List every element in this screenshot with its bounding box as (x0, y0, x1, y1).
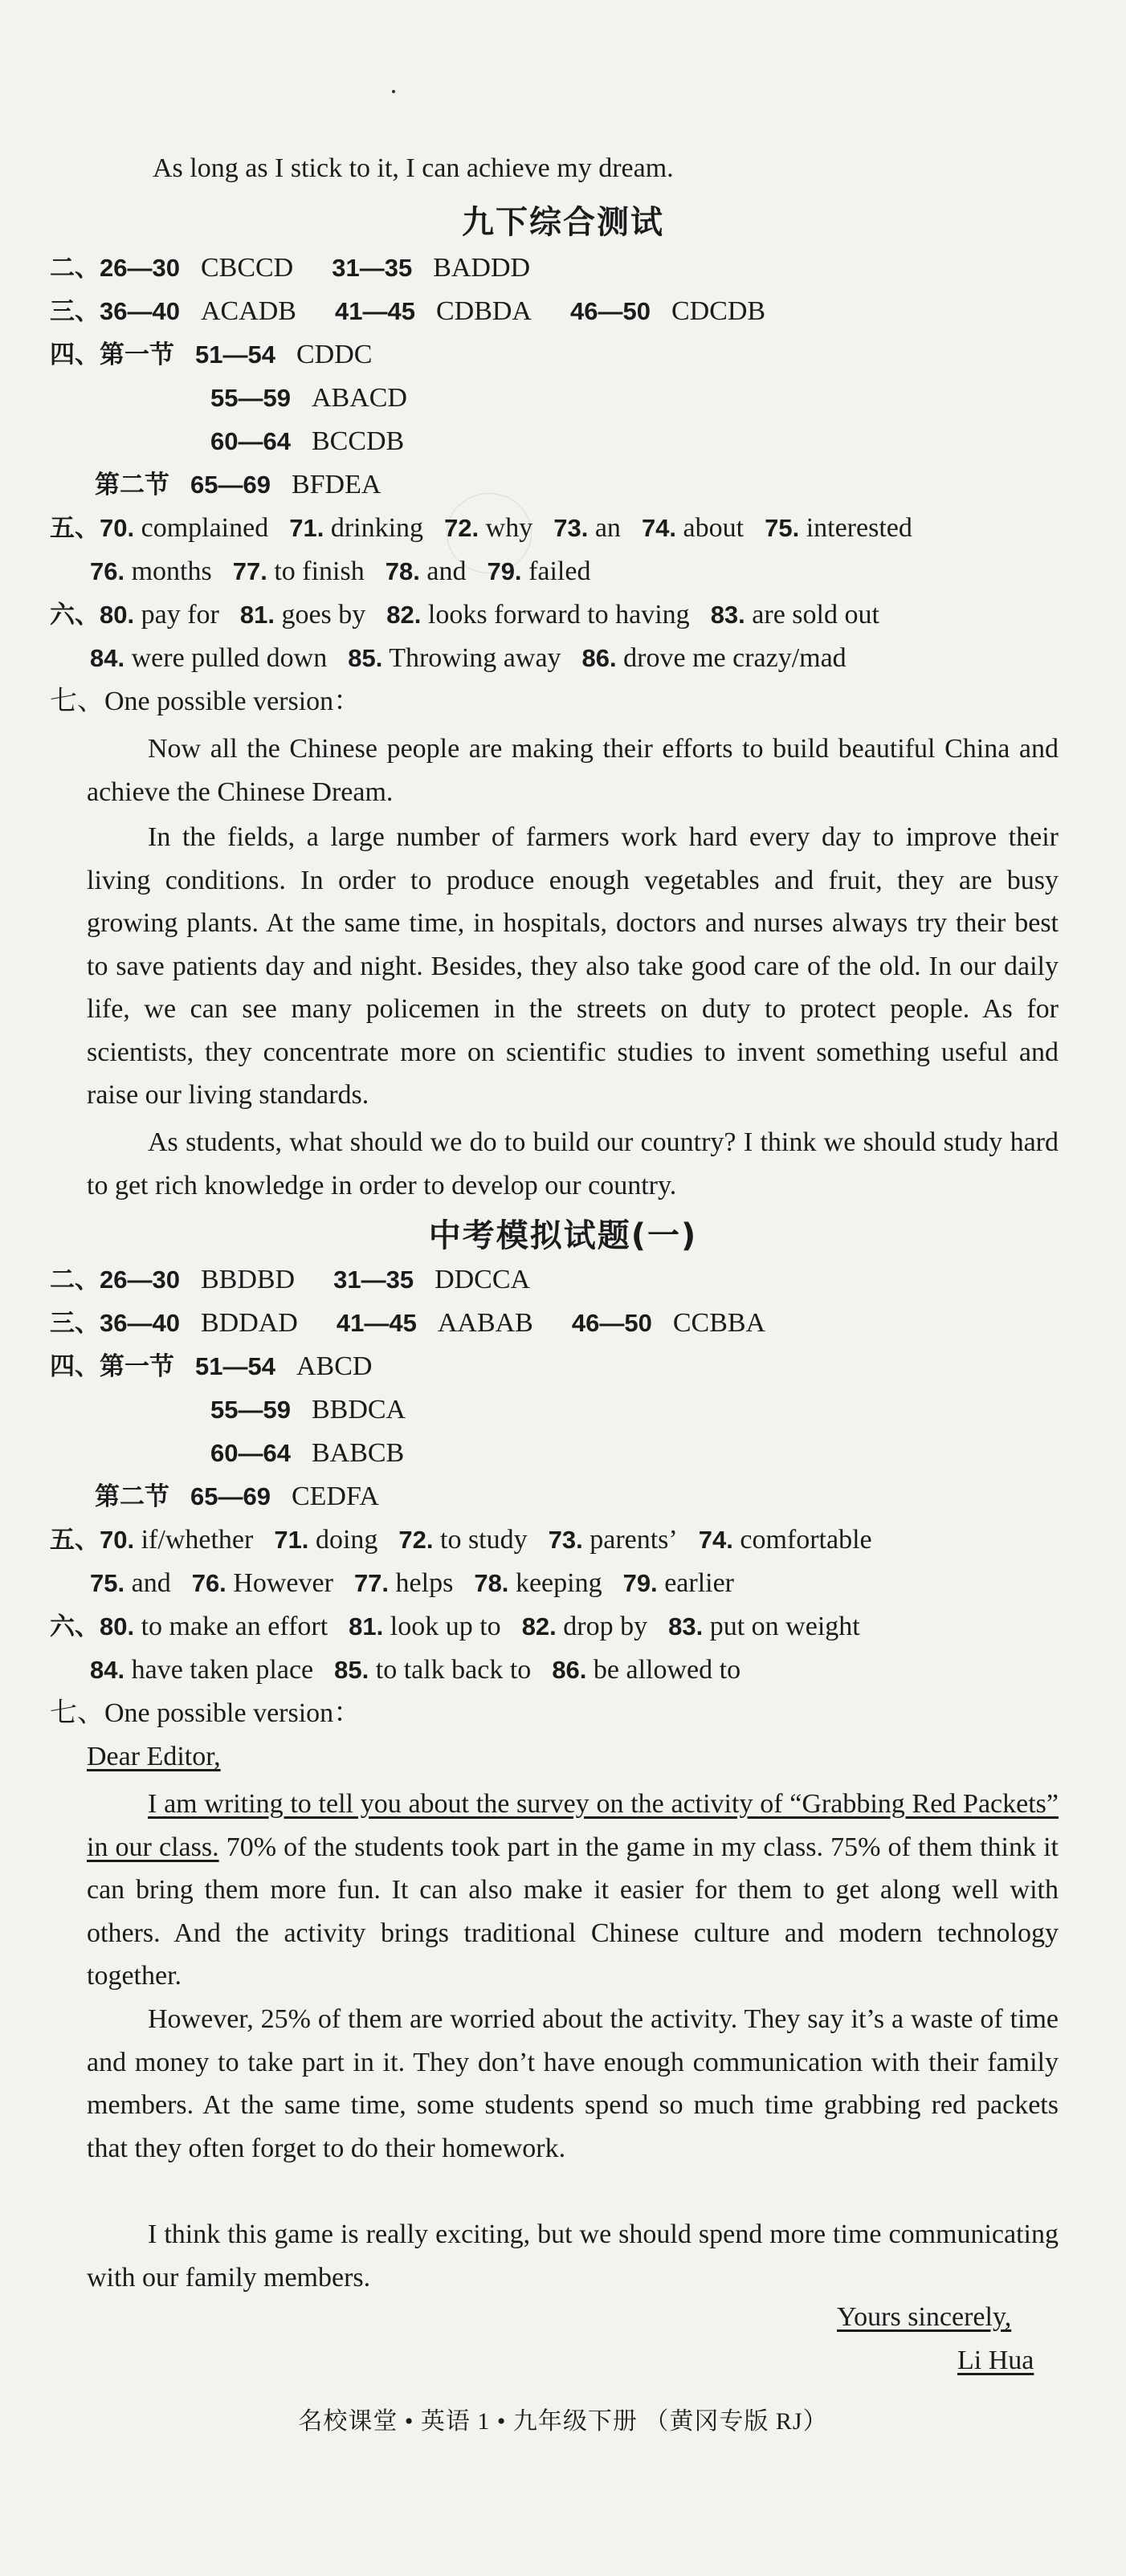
s2-row2: 二、26—30 BBDBD 31—35 DDCCA (50, 1265, 531, 1294)
letter-signature: Li Hua (957, 2346, 1034, 2375)
s1-row5a: 五、70. complained 71. drinking 72. why 73. an 74. about 75. interested (50, 513, 912, 543)
s1-row7: 七、One possible version： (50, 687, 361, 716)
letter-topic-sentence: I am writing to tell you about the survey on the activity of “Grabbing Red Packets” in our class. (87, 1789, 1059, 1862)
s1-paragraph-3: As students, what should we do to build our country? I think we should study hard to get rich knowledge in order to develop our country. (87, 1127, 1059, 1200)
letter-paragraph-3: I think this game is really exciting, but we should spend more time communicating with our family members. (87, 2219, 1059, 2293)
page-footer: 名校课堂 • 英语 1 • 九年级下册 （黄冈专版 RJ） (298, 2408, 828, 2435)
s2-row6a: 六、80. to make an effort 81. look up to 82. drop by 83. put on weight (50, 1612, 860, 1641)
s2-row5b: 75. and 76. However 77. helps 78. keeping 79. earlier (90, 1568, 734, 1598)
s1-row6a: 六、80. pay for 81. goes by 82. looks forward to having 83. are sold out (50, 600, 879, 630)
s1-row5b: 76. months 77. to finish 78. and 79. failed (90, 556, 591, 586)
section2-title: 中考模拟试题(一) (428, 1217, 698, 1254)
s1-row2: 二、26—30 CBCCD 31—35 BADDD (50, 253, 531, 283)
intro-line: As long as I stick to it, I can achieve my dream. (153, 153, 674, 183)
letter-salutation: Dear Editor, (87, 1742, 221, 1771)
letter-paragraph-1: I am writing to tell you about the survey on the activity of “Grabbing Red Packets” in our class. 70% of the students took part in the game in my class. 75% of them think it can bring them more fun. It can also make it easier for them to get along well with others. And the activity brings traditional Chinese culture and modern technology together. (87, 1789, 1059, 1991)
s2-row3: 三、36—40 BDDAD 41—45 AABAB 46—50 CCBBA (50, 1308, 766, 1338)
s1-row6b: 84. were pulled down 85. Throwing away 86. drove me crazy/mad (90, 643, 847, 673)
section1-title: 九下综合测试 (462, 204, 664, 241)
s1-row4b: 第二节 65—69 BFDEA (95, 470, 381, 499)
s1-row4-60: 60—64 BCCDB (210, 426, 405, 456)
s1-row4-55: 55—59 ABACD (210, 383, 407, 413)
s1-paragraph-1: Now all the Chinese people are making their efforts to build beautiful China and achieve the Chinese Dream. (87, 734, 1059, 807)
letter-closing: Yours sincerely, (837, 2302, 1012, 2332)
s1-paragraph-2: In the fields, a large number of farmers work hard every day to improve their living conditions. In order to produce enough vegetables and fruit, they are busy growing plants. At the same time, in hospitals, doctors and nurses always try their best to save patients day and night. Besides, they also take good care of the old. In our daily life, we can see many policemen in the streets on duty to protect people. As for scientists, they concentrate more on scientific studies to invent something useful and raise our living standards. (87, 822, 1059, 1110)
s2-row4-60: 60—64 BABCB (210, 1438, 405, 1468)
s2-row4b: 第二节 65—69 CEDFA (95, 1482, 379, 1511)
s2-row5a: 五、70. if/whether 71. doing 72. to study 73. parents’ 74. comfortable (50, 1525, 872, 1555)
s2-row7: 七、One possible version： (50, 1698, 361, 1728)
speck (392, 90, 395, 93)
letter-paragraph-2: However, 25% of them are worried about the activity. They say it’s a waste of time and money to take part in it. They don’t have enough communication with their family members. At the same time, some students spend so much time grabbing red packets that they often forget to do their homework. (87, 2004, 1059, 2163)
s2-row6b: 84. have taken place 85. to talk back to 86. be allowed to (90, 1655, 741, 1685)
s1-row3: 三、36—40 ACADB 41—45 CDBDA 46—50 CDCDB (50, 296, 766, 326)
s1-row4: 四、第一节 51—54 CDDC (50, 340, 373, 369)
s2-row4-55: 55—59 BBDCA (210, 1395, 406, 1425)
s2-row4: 四、第一节 51—54 ABCD (50, 1351, 373, 1381)
